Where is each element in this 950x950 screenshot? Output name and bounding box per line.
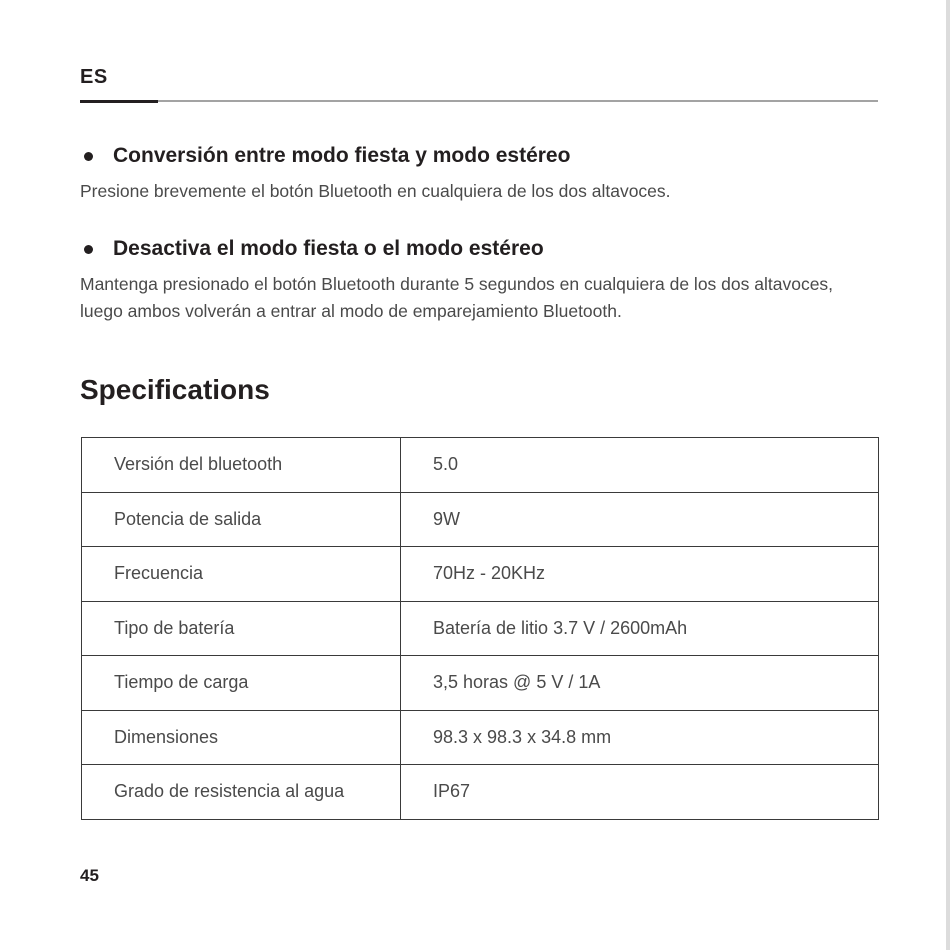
spec-label: Tipo de batería — [82, 601, 401, 656]
spec-value: 5.0 — [401, 438, 879, 493]
bullet-icon — [84, 152, 93, 161]
spec-value: Batería de litio 3.7 V / 2600mAh — [401, 601, 879, 656]
table-row — [82, 656, 879, 711]
spec-value: 3,5 horas @ 5 V / 1A — [401, 656, 879, 711]
spec-label: Frecuencia — [82, 547, 401, 602]
section-heading-text: Desactiva el modo fiesta o el modo estéreo — [113, 237, 544, 260]
spec-label: Grado de resistencia al agua — [82, 765, 401, 820]
spec-value: 98.3 x 98.3 x 34.8 mm — [401, 710, 879, 765]
specifications-title: Specifications — [80, 374, 270, 405]
header-rule — [80, 100, 878, 102]
spec-label: Dimensiones — [82, 710, 401, 765]
table-row — [82, 710, 879, 765]
spec-value: 9W — [401, 492, 879, 547]
spec-label: Versión del bluetooth — [82, 438, 401, 493]
section-body: Mantenga presionado el botón Bluetooth durante 5 segundos en cualquiera de los dos altavoces, luego ambos volverán a entrar al modo de emparejamiento Bluetooth. — [80, 274, 834, 321]
bullet-icon — [84, 245, 93, 254]
section-body: Presione brevemente el botón Bluetooth en cualquiera de los dos altavoces. — [80, 181, 671, 201]
section-disable-party-stereo — [80, 235, 880, 325]
table-row — [82, 547, 879, 602]
section-heading-text: Conversión entre modo fiesta y modo estéreo — [113, 144, 571, 167]
spec-label: Potencia de salida — [82, 492, 401, 547]
spec-value: IP67 — [401, 765, 879, 820]
table-row — [82, 601, 879, 656]
table-row — [82, 438, 879, 493]
spec-value: 70Hz - 20KHz — [401, 547, 879, 602]
header-rule-accent — [80, 100, 158, 103]
table-row — [82, 765, 879, 820]
section-party-stereo-conversion — [80, 142, 880, 205]
specifications-table — [81, 437, 879, 820]
section-heading — [80, 142, 880, 170]
spec-label: Tiempo de carga — [82, 656, 401, 711]
table-row — [82, 492, 879, 547]
page-number: 45 — [80, 866, 99, 885]
language-label: ES — [80, 66, 108, 88]
page-edge — [946, 0, 950, 950]
section-heading — [80, 235, 880, 263]
